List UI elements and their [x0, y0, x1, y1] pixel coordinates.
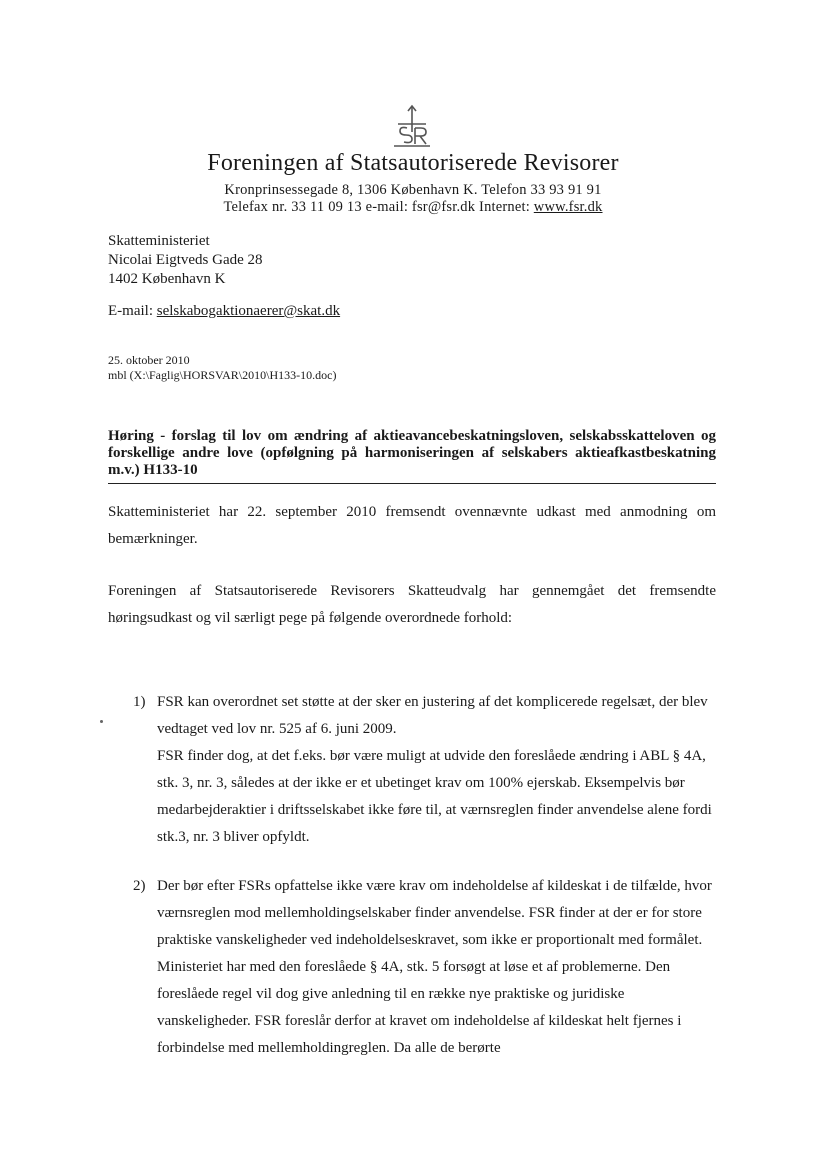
- organization-contact: [0, 199, 826, 216]
- recipient-street: Nicolai Eigtveds Gade 28: [108, 252, 263, 268]
- recipient-name: Skatteministeriet: [108, 233, 210, 249]
- body-paragraph-2: Foreningen af Statsautoriserede Revisorers Skatteudvalg har gennemgået det fremsendte høringsudkast og vil særligt pege på følgende overordnede forhold:: [108, 583, 716, 626]
- body-paragraph-1: Skatteministeriet har 22. september 2010 fremsendt ovennævnte udkast med anmodning om bemærkninger.: [108, 504, 716, 547]
- letter-date: 25. oktober 2010: [108, 353, 190, 367]
- organization-address: Kronprinsessegade 8, 1306 København K. Telefon 33 93 91 91: [224, 182, 602, 198]
- recipient-address: [108, 232, 263, 289]
- email-link[interactable]: selskabogaktionaerer@skat.dk: [156, 303, 341, 319]
- list-item-text-part-b: FSR finder dog, at det f.eks. bør være muligt at udvide den foreslåede ændring i ABL § 4A, stk. 3, nr. 3, således at der ikke er et ubetinget krav om 100% ejerskab. Eksempelvis bør medarbejderaktier i driftsselskabet ikke føre til, at værnsreglen finder anvendelse alene fordi stk.3, nr. 3 bliver opfyldt.: [157, 748, 712, 845]
- subject-heading: Høring - forslag til lov om ændring af aktieavancebeskatningsloven, selskabsskatteloven og forskellige andre love (opfølgning på harmoniseringen af selskabers aktieafkastbeskatning m.v.) H133-10: [108, 428, 716, 484]
- file-reference: mbl (X:\Faglig\HORSVAR\2010\H133-10.doc): [108, 368, 337, 382]
- fsr-logo-icon: [388, 102, 436, 150]
- organization-name: Foreningen af Statsautoriserede Revisorer: [207, 150, 619, 176]
- list-number: 1): [133, 694, 146, 710]
- list-item-text: [157, 689, 717, 851]
- list-item-text: [157, 873, 717, 1062]
- website-link[interactable]: www.fsr.dk: [533, 199, 603, 215]
- scan-mark: [100, 720, 103, 723]
- list-item-text-part-a: FSR kan overordnet set støtte at der sker en justering af det komplicerede regelsæt, der blev vedtaget ved lov nr. 525 af 6. juni 2009.: [157, 694, 708, 737]
- recipient-email: [108, 303, 340, 320]
- list-item-text-part-a: Der bør efter FSRs opfattelse ikke være krav om indeholdelse af kildeskat i de tilfælde, hvor værnsreglen mod mellemholdingselskaber finder anvendelse. FSR finder at der er for store praktiske vanskeligheder ved indeholdelseskravet, som ikke er proportionalt med formålet. Ministeriet har med den foreslåede § 4A, stk. 5 forsøgt at løse et af problemerne. Den foreslåede regel vil dog give anledning til en række nye praktiske og juridiske vanskeligheder. FSR foreslår derfor at kravet om indeholdelse af kildeskat helt fjernes i forbindelse med mellemholdingreglen. Da alle de berørte: [157, 878, 712, 1056]
- contact-text: Telefax nr. 33 11 09 13 e-mail: fsr@fsr.dk Internet:: [223, 199, 534, 215]
- recipient-city: 1402 København K: [108, 271, 226, 287]
- email-label: E-mail:: [108, 303, 157, 319]
- document-meta: [108, 353, 336, 383]
- list-number: 2): [133, 878, 146, 894]
